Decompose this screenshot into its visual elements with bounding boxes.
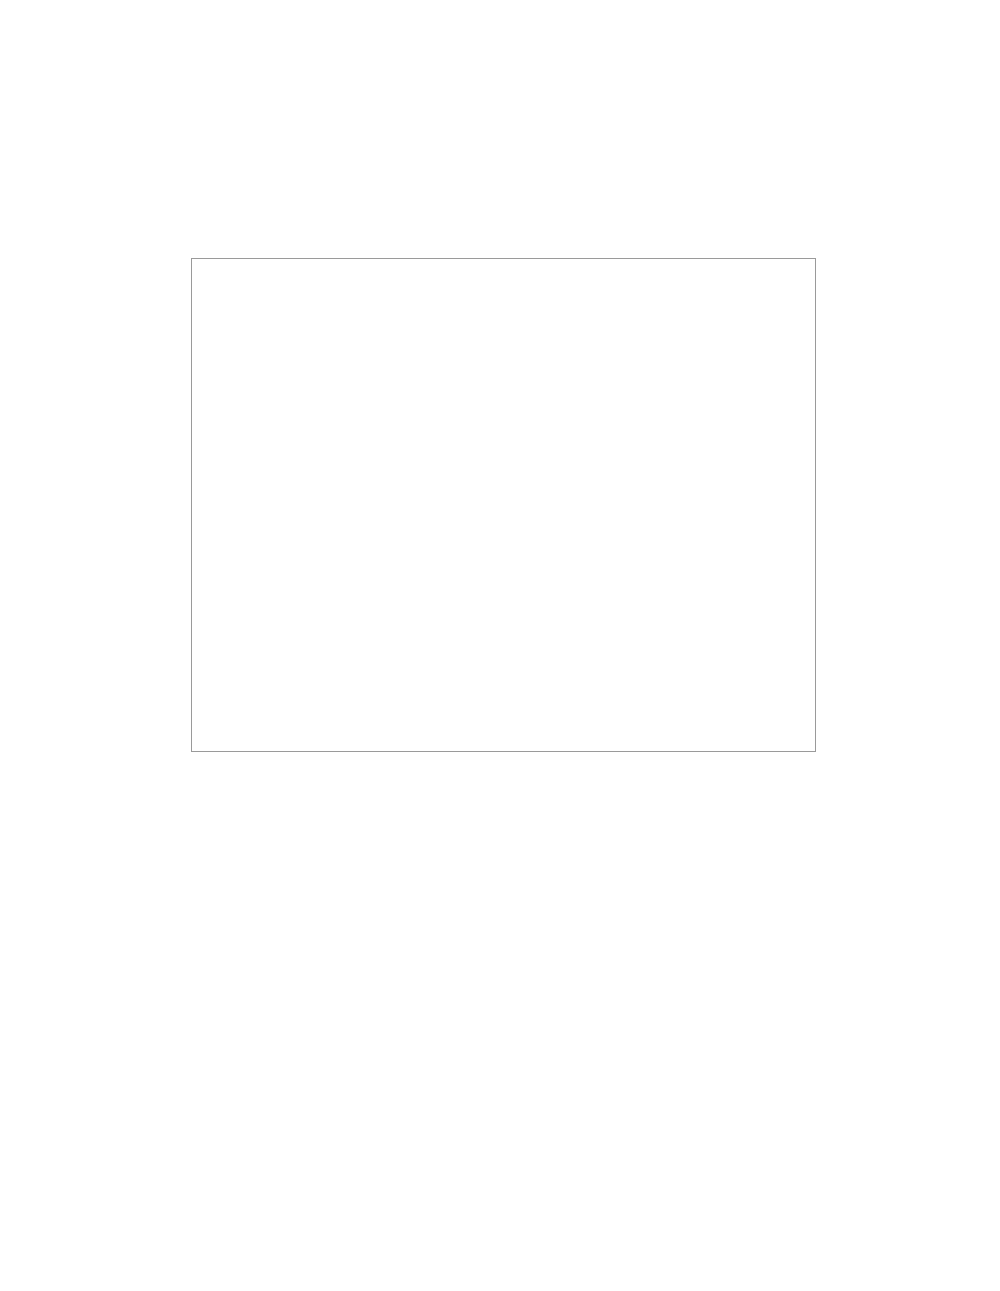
liveworksheets-logo (697, 1256, 723, 1286)
logo-badge-icon (697, 1259, 719, 1283)
word-search-frame (191, 258, 816, 752)
